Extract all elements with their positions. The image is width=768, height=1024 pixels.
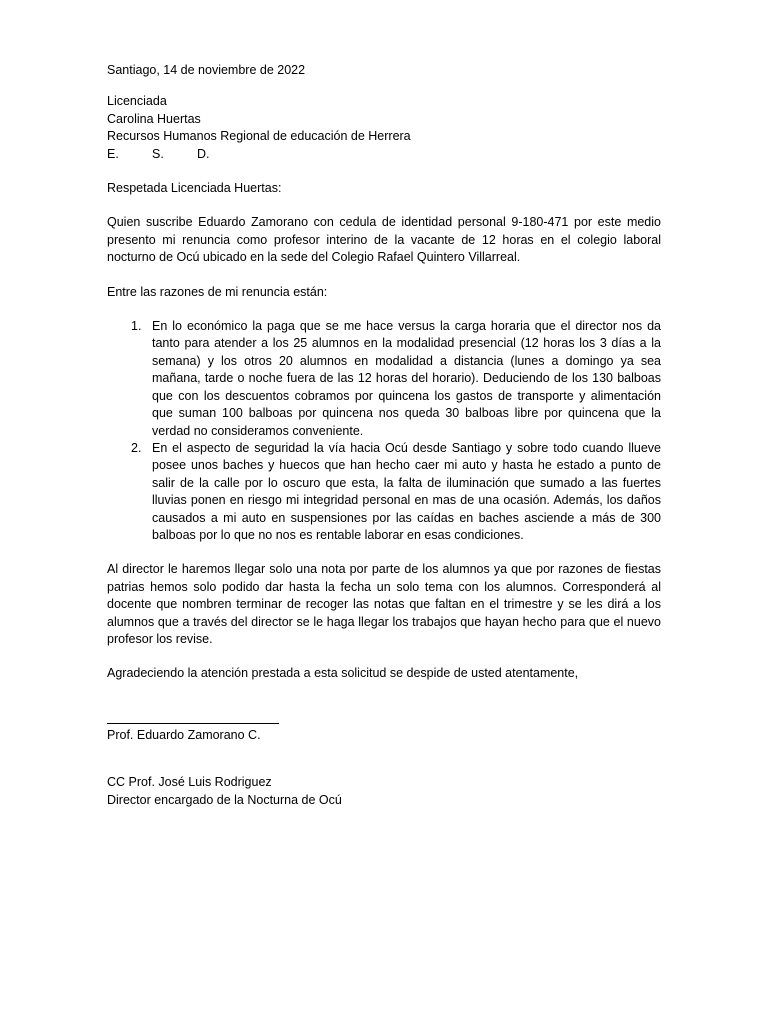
list-item-text: En el aspecto de seguridad la vía hacia Ocú desde Santiago y sobre todo cuando llueve posee unos baches y huecos que han hecho caer mi auto y hasta he estado a punto de salir de la calle por lo oscuro que esta, la falta de iluminación que sumado a las fuertes lluvias ponen en riesgo mi integridad personal en mas de una ocasión. Además, los daños causados a mi auto en suspensiones por las caídas en baches asciende a más de 300 balboas por lo que no nos es rentable laborar en esas condiciones. <box>152 440 661 542</box>
signature-line <box>107 713 279 724</box>
date-line: Santiago, 14 de noviembre de 2022 <box>107 63 306 77</box>
esd-d: D. <box>197 146 210 161</box>
recipient-name: Carolina Huertas <box>107 111 201 126</box>
list-item-text: En lo económico la paga que se me hace versus la carga horaria que el director nos da tanto para atender a los 25 alumnos en la modalidad presencial (12 horas los 3 días a la semana) y los otros 20 alumnos en modalidad a distancia (lunes a domingo ya sea mañana, tarde o noche fuera de las 12 horas del horario). Deduciendo de los 130 balboas que con los descuentos cobramos por quincena los gastos de transporte y alimentación que suman 100 balboas por quincena nos queda 30 balboas libre por quincena que la verdad no consideramos conveniente. <box>152 319 661 438</box>
list-item-number: 1. <box>131 319 142 334</box>
recipient-department: Recursos Humanos Regional de educación de Herrera <box>107 129 411 144</box>
closing-line: Agradeciendo la atención prestada a esta solicitud se despide de usted atentamente, <box>107 666 579 681</box>
list-item-number: 2. <box>131 440 142 455</box>
list-item <box>107 318 661 440</box>
cc-role: Director encargado de la Nocturna de Ocú <box>107 792 342 807</box>
recipient-title: Licenciada <box>107 94 167 109</box>
list-item <box>107 440 661 544</box>
intro-paragraph: Quien suscribe Eduardo Zamorano con cedula de identidad personal 9-180-471 por este medio presento mi renuncia como profesor interino de la vacante de 12 horas en el colegio laboral nocturno de Ocú ubicado en la sede del Colegio Rafael Quintero Villarreal. <box>107 215 661 265</box>
recipient-esd <box>107 146 661 163</box>
director-paragraph: Al director le haremos llegar solo una nota por parte de los alumnos ya que por razones de fiestas patrias hemos solo podido dar hasta la fecha un solo tema con los alumnos. Corresponderá al docente que nombren terminar de recoger las notas que faltan en el trimestre y se les dirá a los alumnos que a través del director se le haga llegar los trabajos que hayan hecho para que el nuevo profesor los revise. <box>107 562 661 646</box>
signature-name: Prof. Eduardo Zamorano C. <box>107 727 261 742</box>
reasons-heading: Entre las razones de mi renuncia están: <box>107 284 328 299</box>
esd-e: E. <box>107 146 119 161</box>
salutation: Respetada Licenciada Huertas: <box>107 181 282 196</box>
esd-s: S. <box>152 146 164 161</box>
reasons-list <box>107 318 661 544</box>
recipient-block <box>107 93 661 163</box>
letter-page <box>107 62 661 809</box>
cc-line: CC Prof. José Luis Rodriguez <box>107 775 272 790</box>
